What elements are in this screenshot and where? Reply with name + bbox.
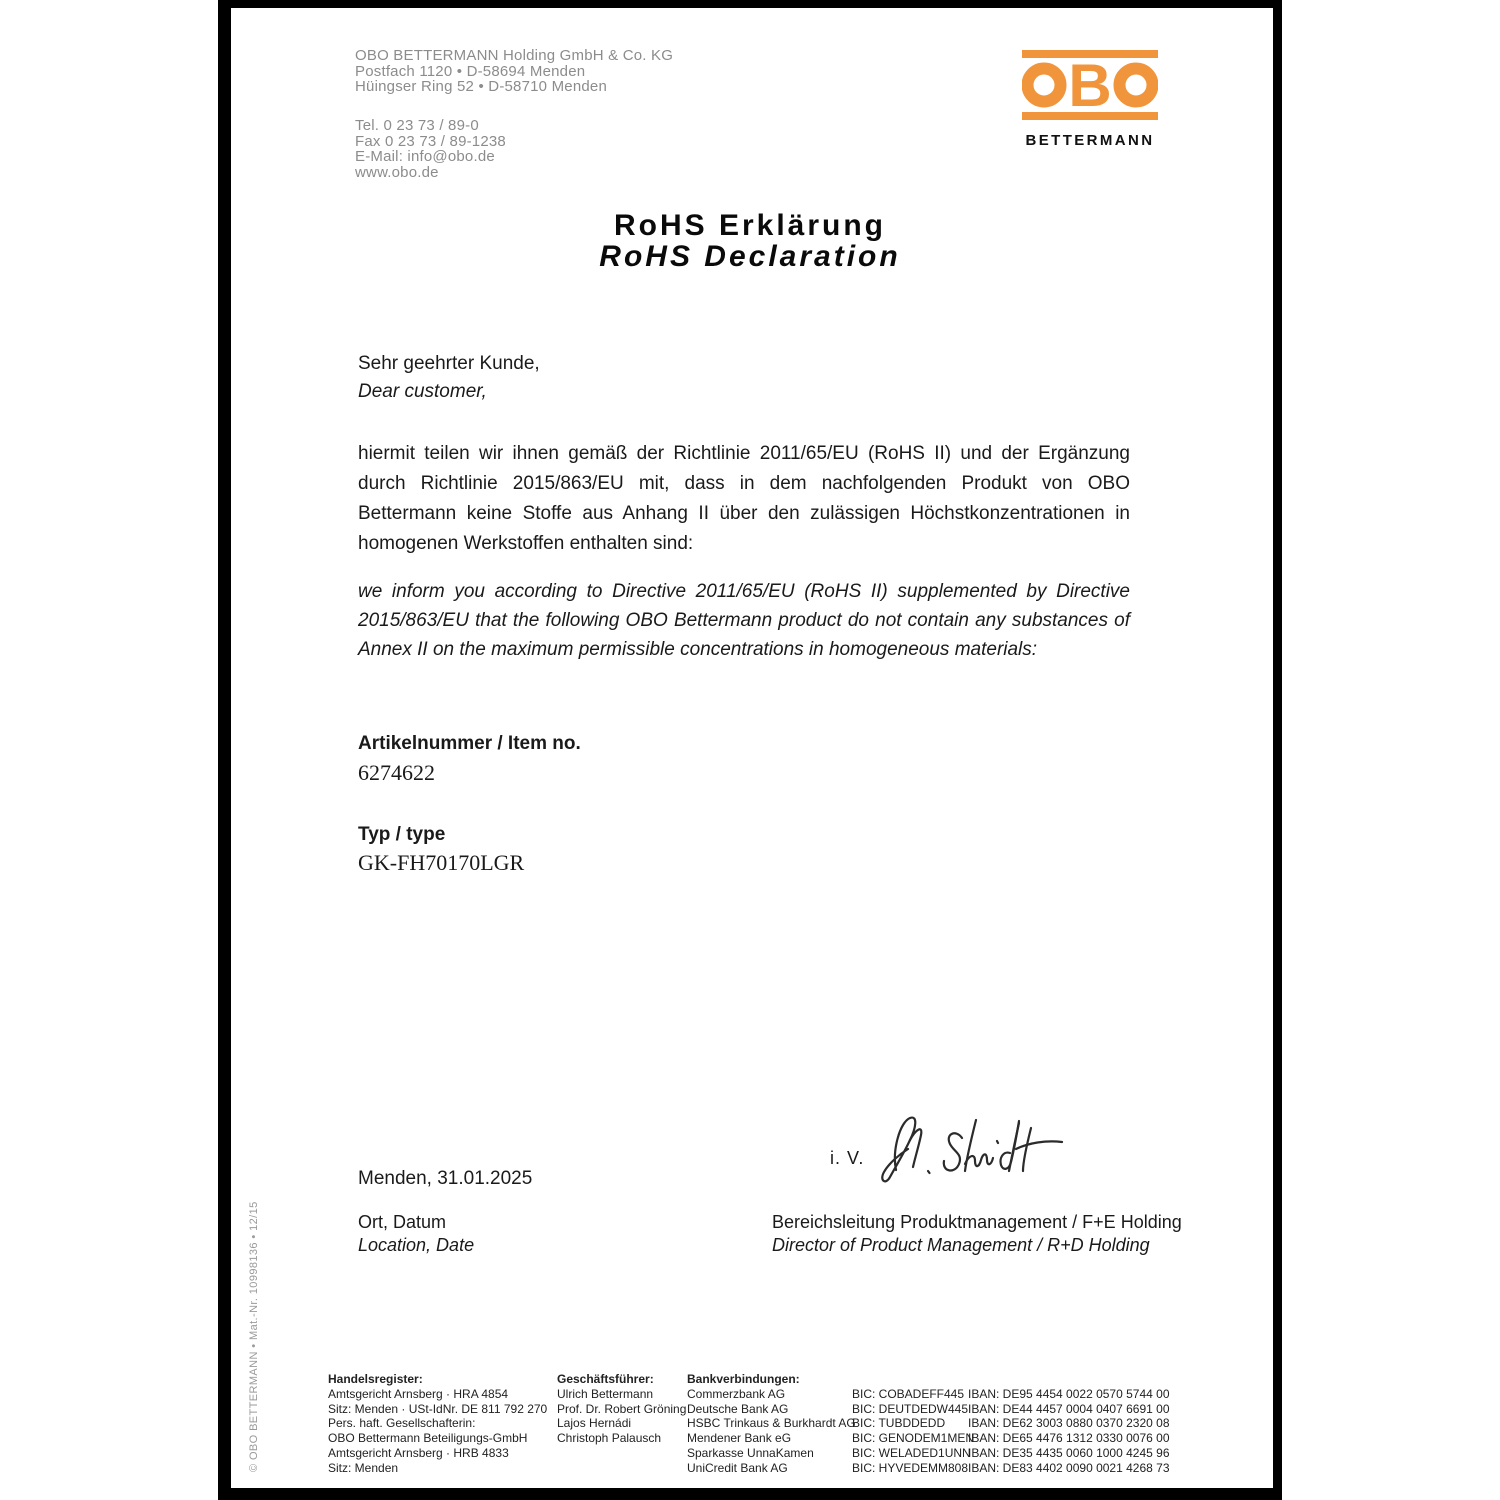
- footer-register-line: Amtsgericht Arnsberg · HRA 4854: [328, 1386, 509, 1401]
- footer-bank-iban: IBAN: DE95 4454 0022 0570 5744 00: [968, 1386, 1170, 1401]
- footer-bank-name: Mendener Bank eG: [687, 1431, 792, 1446]
- footer-management-header: Geschäftsführer:: [557, 1372, 654, 1386]
- footer-banks-column: [687, 1372, 856, 1476]
- signature-handwriting-icon: [866, 1108, 1076, 1203]
- footer-bank-iban: IBAN: DE35 4435 0060 1000 4245 96: [968, 1445, 1170, 1460]
- sender-web: www.obo.de: [355, 163, 439, 181]
- sender-address-line: Hüingser Ring 52 • D-58710 Menden: [355, 78, 607, 95]
- greeting-german: Sehr geehrter Kunde,: [358, 353, 540, 374]
- sender-contact: [355, 118, 506, 180]
- sender-address: [355, 48, 673, 95]
- body-paragraph-german: hiermit teilen wir ihnen gemäß der Richtlinie 2011/65/EU (RoHS II) und der Ergänzung durch Richtlinie 2015/863/EU mit, dass in dem nachfolgenden Produkt von OBO Bettermann keine Stoffe aus Anhang II über den zulässigen Höchstkonzentrationen in homogenen Werkstoffen enthalten sind:: [358, 443, 1130, 554]
- footer-bic-column: [852, 1387, 974, 1476]
- footer-banks-header: Bankverbindungen:: [687, 1372, 800, 1386]
- svg-text:B: B: [1068, 52, 1112, 119]
- footer-register-line: Sitz: Menden · USt-IdNr. DE 811 792 270: [328, 1401, 548, 1416]
- date-caption-english: Location, Date: [358, 1235, 475, 1255]
- signer-role-english: Director of Product Management / R+D Holding: [772, 1235, 1150, 1255]
- date-caption: [358, 1211, 474, 1257]
- footer-register-line: Sitz: Menden: [328, 1460, 399, 1475]
- footer-register-line: Pers. haft. Gesellschafterin:: [328, 1416, 476, 1431]
- body-paragraph-english: we inform you according to Directive 2011/65/EU (RoHS II) supplemented by Directive 2015/863/EU that the following OBO Bettermann product do not contain any substances of Annex II on the maximum permissible concentrations in homogeneous materials:: [358, 581, 1130, 660]
- obo-logo: [1022, 50, 1158, 149]
- footer-bank-bic: BIC: DEUTDEDW445: [852, 1401, 969, 1416]
- footer-bank-iban: IBAN: DE83 4402 0090 0021 4268 73: [968, 1460, 1170, 1475]
- item-number-label: Artikelnummer / Item no.: [358, 733, 581, 754]
- footer-bank-bic: BIC: COBADEFF445: [852, 1386, 965, 1401]
- footer-bank-name: HSBC Trinkaus & Burkhardt AG: [687, 1416, 856, 1431]
- footer-management-column: [557, 1372, 686, 1446]
- place-date: Menden, 31.01.2025: [358, 1168, 533, 1189]
- signer-role: [772, 1211, 1192, 1257]
- title-english: RoHS Declaration: [599, 240, 901, 273]
- footer-bank-name: Deutsche Bank AG: [687, 1401, 789, 1416]
- footer-bank-name: UniCredit Bank AG: [687, 1460, 788, 1475]
- sender-address-line: Postfach 1120 • D-58694 Menden: [355, 62, 586, 80]
- footer-register-header: Handelsregister:: [328, 1372, 423, 1386]
- date-caption-german: Ort, Datum: [358, 1212, 447, 1232]
- letter-page: [218, 0, 1282, 1500]
- footer-bank-bic: BIC: WELADED1UNN: [852, 1445, 971, 1460]
- document-title: [218, 210, 1282, 272]
- footer-bank-name: Sparkasse UnnaKamen: [687, 1445, 814, 1460]
- sender-email: E-Mail: info@obo.de: [355, 148, 495, 165]
- obo-logo-icon: [1022, 50, 1158, 122]
- sender-tel: Tel. 0 23 73 / 89-0: [355, 117, 479, 134]
- footer-management-line: Ulrich Bettermann: [557, 1386, 654, 1401]
- footer-bank-bic: BIC: HYVEDEMM808: [852, 1460, 969, 1475]
- sender-company: OBO BETTERMANN Holding GmbH & Co. KG: [355, 47, 674, 64]
- footer-management-line: Lajos Hernádi: [557, 1416, 632, 1431]
- greeting: [358, 350, 540, 406]
- footer-bank-bic: BIC: TUBDDEDD: [852, 1416, 946, 1431]
- footer-bank-name: Commerzbank AG: [687, 1386, 786, 1401]
- footer-bank-iban: IBAN: DE44 4457 0004 0407 6691 00: [968, 1401, 1170, 1416]
- item-number-value: 6274622: [358, 760, 435, 785]
- type-value: GK-FH70170LGR: [358, 850, 525, 875]
- title-german: RoHS Erklärung: [613, 209, 887, 242]
- footer-management-line: Christoph Palausch: [557, 1431, 662, 1446]
- footer-register-column: [328, 1372, 547, 1476]
- footer-management-line: Prof. Dr. Robert Gröning: [557, 1401, 687, 1416]
- obo-logo-wordmark: BETTERMANN: [1025, 132, 1155, 149]
- sender-fax: Fax 0 23 73 / 89-1238: [355, 132, 506, 150]
- signer-role-german: Bereichsleitung Produktmanagement / F+E Holding: [772, 1212, 1182, 1232]
- footer-bank-iban: IBAN: DE62 3003 0880 0370 2320 08: [968, 1416, 1170, 1431]
- footer-iban-column: [968, 1387, 1170, 1476]
- signature-prefix: i. V.: [830, 1148, 865, 1168]
- footer-bank-bic: BIC: GENODEM1MEN: [852, 1431, 975, 1446]
- type-label: Typ / type: [358, 824, 446, 845]
- footer-bank-iban: IBAN: DE65 4476 1312 0330 0076 00: [968, 1431, 1170, 1446]
- greeting-english: Dear customer,: [358, 381, 487, 402]
- footer-register-line: OBO Bettermann Beteiligungs-GmbH: [328, 1431, 528, 1446]
- footer-register-line: Amtsgericht Arnsberg · HRB 4833: [328, 1445, 509, 1460]
- material-number-note: © OBO BETTERMANN • Mat.-Nr. 10998136 • 12/15: [248, 1201, 260, 1472]
